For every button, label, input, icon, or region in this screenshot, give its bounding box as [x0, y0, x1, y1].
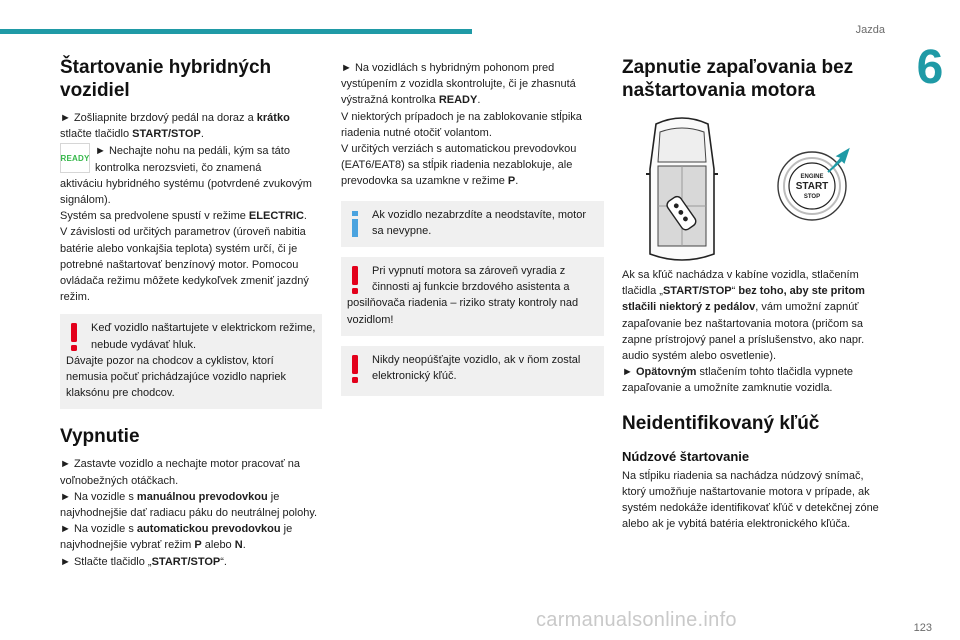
column-starting: [60, 56, 322, 570]
warning-brake-assist: Pri vypnutí motora sa zároveň vyradia z činnosti aj funkcie brzdového asistenta a posilňovača riadenia – riziko straty kontroly nad vozidlom!: [341, 257, 604, 336]
paragraph-eat-versions: V určitých verziách s automatickou prevodovkou (EAT6/EAT8) sa stĺpik riadenia nezablokuje, ale prevodovka sa uzamkne v režime P.: [341, 143, 577, 188]
paragraph-check-ready: ► Na vozidlách s hybridným pohonom pred vystúpením z vozidla skontrolujte, či je zhasnutá výstražná kontrolka READY.: [341, 62, 576, 107]
paragraph-electric-mode: Systém sa predvolene spustí v režime ELECTRIC.: [60, 210, 307, 223]
heading-ignition-on: Zapnutie zapaľovania bez naštartovania motora: [622, 57, 854, 101]
warning-exclamation-icon: [347, 354, 363, 384]
paragraph-press-again: ► Opätovným stlačením tohto tlačidla vypnete zapaľovanie a umožníte zamknutie vozidla.: [622, 366, 853, 395]
paragraph-keep-foot: ► Nechajte nohu na pedáli, kým sa táto kontrolka nerozsvieti, čo znamená: [95, 145, 290, 174]
chapter-number: 6: [916, 41, 944, 94]
button-label-engine: ENGINE: [800, 174, 824, 180]
car-top-view-icon: [646, 118, 718, 260]
page-number: 123: [913, 622, 932, 634]
section-label: Jazda: [855, 24, 885, 36]
paragraph-press-brake: ► Zošliapnite brzdový pedál na doraz a krátko stlačte tlačidlo START/STOP.: [60, 112, 290, 141]
warning-exclamation-icon: [66, 322, 82, 352]
paragraph-key-in-cabin: Ak sa kľúč nachádza v kabíne vozidla, stlačením tlačidla „START/STOP“ bez toho, aby ste pritom stlačili niektorý z pedálov, vám umožní zapnúť zapaľovanie bez naštartovania motora (pričom sa zapne prístrojový panel a príslušenstvo, ako napr. audio systém alebo osvetlenie).: [622, 269, 865, 363]
button-label-stop: STOP: [803, 194, 821, 200]
paragraph-stop-vehicle: ► Zastavte vozidlo a nechajte motor pracovať na voľnobežných otáčkach.: [60, 458, 301, 487]
ready-indicator-row: [60, 143, 322, 175]
info-icon: [347, 209, 363, 239]
paragraph-parameters: V závislosti od určitých parametrov (úroveň nabitia batérie alebo vonkajšia teplota) systém určí, či je potrebné naštartovať benzínový motor. Pomocou ovládača režimu môžete kedykoľvek zmeniť jazdný režim.: [60, 226, 309, 304]
paragraph-automatic-gearbox: ► Na vozidle s automatickou prevodovkou je najvhodnejšie vybrať režim P alebo N.: [60, 523, 293, 552]
button-label-start: START: [795, 181, 829, 192]
paragraph-press-start-stop: ► Stlačte tlačidlo „START/STOP“.: [60, 555, 227, 568]
warning-exclamation-icon: [347, 265, 363, 295]
illustration-car-and-button: [622, 114, 884, 269]
ready-icon: READY: [60, 143, 90, 173]
paragraph-emergency-sensor: Na stĺpiku riadenia sa nachádza núdzový snímač, ktorý umožňuje naštartovanie motora v prípade, ak systém nedokáže identifikovať kľúč v detekčnej zóne alebo ak je vybitá batéria elektronického kľúča.: [622, 469, 879, 531]
header-accent-bar: [0, 29, 472, 34]
heading-switch-off: Vypnutie: [60, 426, 140, 448]
heading-unidentified-key: Neidentifikovaný kľúč: [622, 412, 820, 434]
warning-silent-electric: Keď vozidlo naštartujete v elektrickom režime, nebude vydávať hluk. Dávajte pozor na chodcov a cyklistov, ktorí nemusia počuť prichádzajúce vozidlo napriek klaksónu pre chodcov.: [60, 314, 322, 409]
heading-starting-hybrid: Štartovanie hybridných vozidiel: [60, 57, 272, 101]
column-switch-off-continued: [341, 60, 604, 396]
subheading-emergency-start: Núdzové štartovanie: [622, 448, 750, 464]
car-key-illustration: [622, 114, 884, 269]
start-stop-button-icon: [778, 150, 848, 220]
column-ignition: [622, 56, 884, 532]
watermark: carmanualsonline.info: [536, 609, 737, 631]
paragraph-hybrid-activation: aktiváciu hybridného systému (potvrdené zvukovým signálom).: [60, 177, 312, 207]
paragraph-manual-gearbox: ► Na vozidle s manuálnou prevodovkou je najvhodnejšie dať radiacu páku do neutrálnej polohy.: [60, 490, 318, 520]
info-not-braked: Ak vozidlo nezabrzdíte a neodstavíte, motor sa nevypne.: [341, 201, 604, 247]
warning-electronic-key: Nikdy neopúšťajte vozidlo, ak v ňom zostal elektronický kľúč.: [341, 346, 604, 396]
paragraph-steering-lock: V niektorých prípadoch je na zablokovanie stĺpika riadenia nutné otočiť volantom.: [341, 110, 582, 139]
